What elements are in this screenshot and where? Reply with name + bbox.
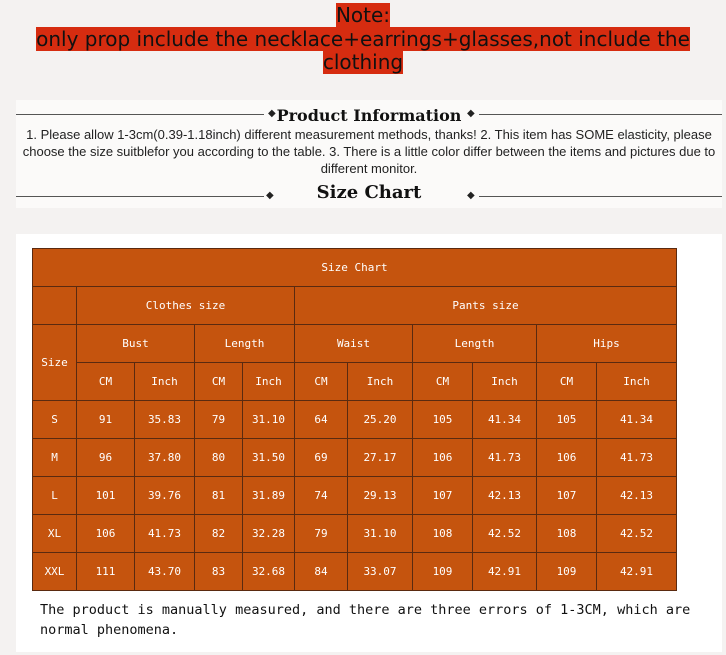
value-cell: 42.52 [473,515,537,553]
note-line-1: only prop include the necklace+earrings+glasses,not include the [36,26,690,51]
value-cell: 108 [537,515,597,553]
diamond-icon: ◆ [467,190,475,201]
value-cell: 25.20 [348,401,413,439]
value-cell: 41.73 [135,515,195,553]
value-cell: 43.70 [135,553,195,591]
value-cell: 107 [537,477,597,515]
unit-cell: Inch [135,363,195,401]
value-cell: 84 [295,553,348,591]
value-cell: 109 [413,553,473,591]
value-cell: 42.13 [473,477,537,515]
value-cell: 79 [295,515,348,553]
size-cell: S [33,401,77,439]
value-cell: 106 [77,515,135,553]
size-header: Size [33,325,77,401]
unit-cell: CM [537,363,597,401]
value-cell: 41.34 [597,401,677,439]
table-row [33,553,677,591]
size-cell: XL [33,515,77,553]
note-title: Note: [335,3,391,27]
table-row [33,477,677,515]
measure-hips: Hips [537,325,677,363]
value-cell: 27.17 [348,439,413,477]
unit-cell: CM [77,363,135,401]
value-cell: 101 [77,477,135,515]
value-cell: 33.07 [348,553,413,591]
value-cell: 82 [195,515,243,553]
size-cell: XXL [33,553,77,591]
value-cell: 107 [413,477,473,515]
size-cell: M [33,439,77,477]
group-clothes: Clothes size [77,287,295,325]
unit-cell: CM [195,363,243,401]
diamond-icon: ◆ [467,108,475,119]
unit-cell: Inch [473,363,537,401]
unit-cell: Inch [348,363,413,401]
corner-cell [33,287,77,325]
size-chart-panel [16,234,722,652]
value-cell: 42.91 [473,553,537,591]
value-cell: 80 [195,439,243,477]
value-cell: 37.80 [135,439,195,477]
value-cell: 106 [413,439,473,477]
note-banner [0,4,726,75]
product-info-heading: Product Information [276,106,462,125]
value-cell: 31.10 [348,515,413,553]
measure-length: Length [195,325,295,363]
unit-cell: CM [295,363,348,401]
value-cell: 29.13 [348,477,413,515]
note-line-2: clothing [322,50,404,74]
value-cell: 96 [77,439,135,477]
measurement-disclaimer: The product is manually measured, and there are three errors of 1-3CM, which are normal phenomena. [40,602,691,638]
value-cell: 39.76 [135,477,195,515]
value-cell: 109 [537,553,597,591]
value-cell: 41.34 [473,401,537,439]
value-cell: 69 [295,439,348,477]
product-info-text: 1. Please allow 1-3cm(0.39-1.18inch) different measurement methods, thanks! 2. This item has SOME elasticity, please choose the size suitblefor you according to the table. 3. There is a little color differ between the items and pictures due to different monitor. [22,127,716,176]
measure-bust: Bust [77,325,195,363]
value-cell: 35.83 [135,401,195,439]
table-row [33,401,677,439]
value-cell: 105 [537,401,597,439]
table-row [33,515,677,553]
value-cell: 31.10 [243,401,295,439]
group-pants: Pants size [295,287,677,325]
value-cell: 91 [77,401,135,439]
value-cell: 31.50 [243,439,295,477]
value-cell: 83 [195,553,243,591]
value-cell: 111 [77,553,135,591]
value-cell: 41.73 [597,439,677,477]
divider-right-bottom [479,196,722,197]
size-chart-heading: Size Chart [316,182,422,203]
value-cell: 42.91 [597,553,677,591]
value-cell: 42.13 [597,477,677,515]
measure-waist: Waist [295,325,413,363]
value-cell: 106 [537,439,597,477]
value-cell: 74 [295,477,348,515]
unit-cell: Inch [243,363,295,401]
unit-cell: Inch [597,363,677,401]
diamond-icon: ◆ [268,108,276,119]
value-cell: 108 [413,515,473,553]
value-cell: 32.68 [243,553,295,591]
value-cell: 105 [413,401,473,439]
measure-pants-length: Length [413,325,537,363]
unit-cell: CM [413,363,473,401]
table-title: Size Chart [33,249,677,287]
size-cell: L [33,477,77,515]
size-table [32,248,677,591]
value-cell: 31.89 [243,477,295,515]
value-cell: 41.73 [473,439,537,477]
value-cell: 42.52 [597,515,677,553]
value-cell: 64 [295,401,348,439]
value-cell: 79 [195,401,243,439]
diamond-icon: ◆ [266,190,274,201]
product-info-section [16,100,722,208]
table-row [33,439,677,477]
value-cell: 81 [195,477,243,515]
value-cell: 32.28 [243,515,295,553]
